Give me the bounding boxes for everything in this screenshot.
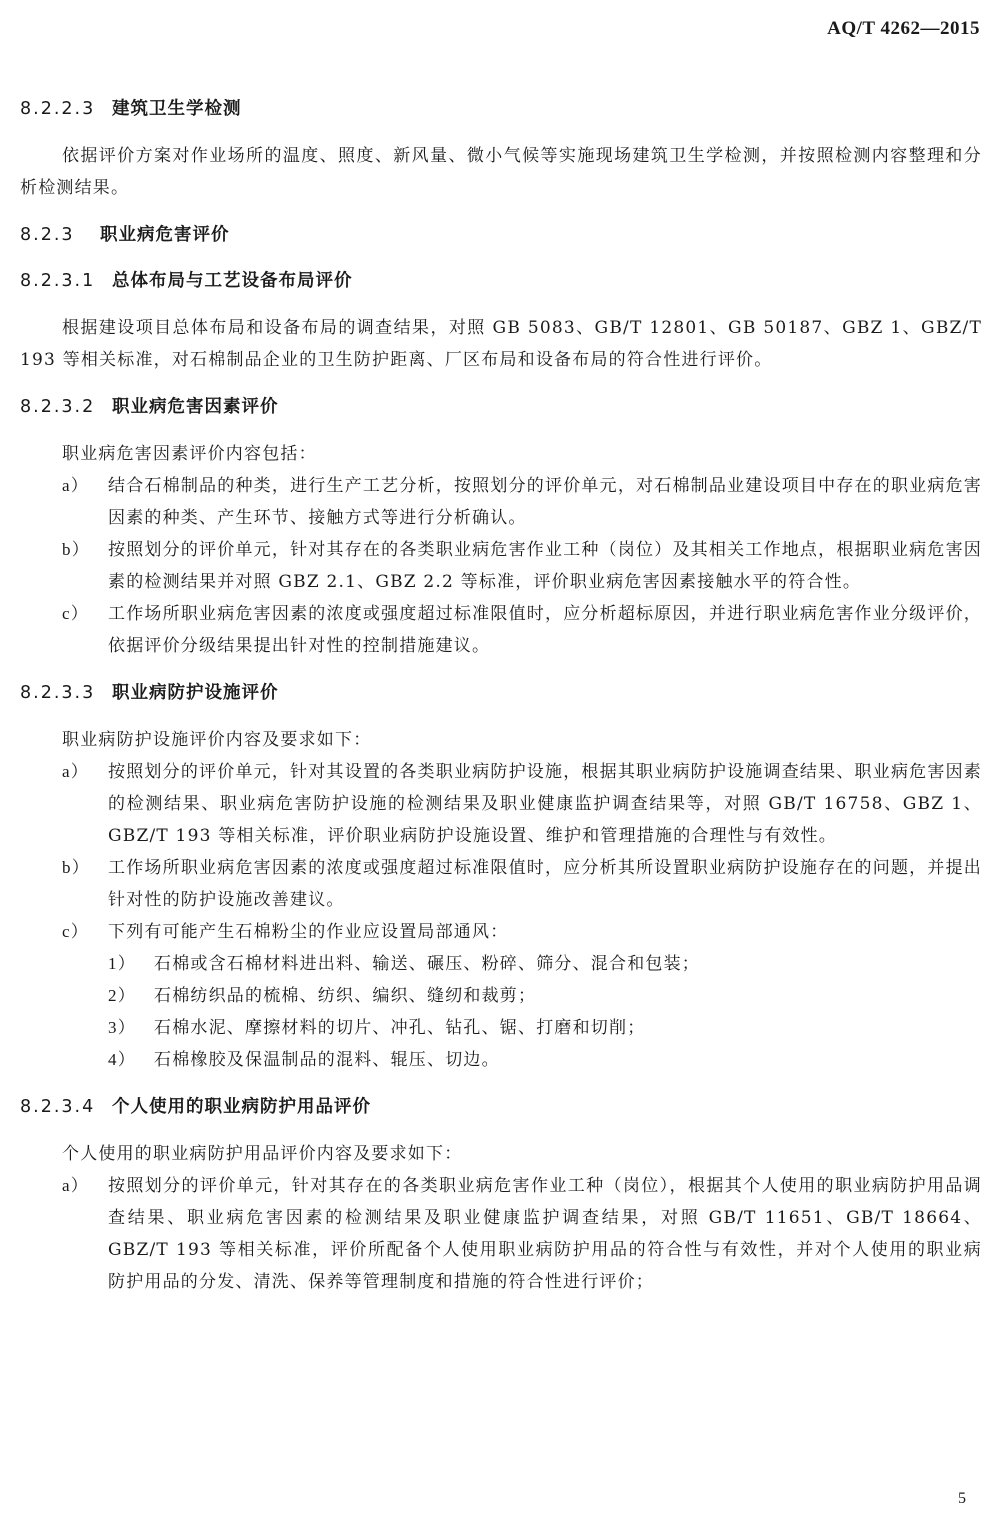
sub-list-item-text: 石棉或含石棉材料进出料、输送、碾压、粉碎、筛分、混合和包装； [154,954,700,974]
list-intro: 个人使用的职业病防护用品评价内容及要求如下： [62,1144,463,1164]
section-heading-8-2-3-3 [20,678,982,708]
sub-list-item-text: 石棉水泥、摩擦材料的切片、冲孔、钻孔、锯、打磨和切削； [154,1018,646,1038]
list-item-text: 按照划分的评价单元，针对其存在的各类职业病危害作业工种（岗位）及其相关工作地点，根据职业病危害因素的检测结果并对照 GBZ 2.1、GBZ 2.2 等标准，评价职业病危害因素接触水平的符合性。 [108,540,982,592]
section-number: 8.2.3.1 [20,271,96,291]
section-heading-8-2-3-1 [20,266,982,296]
list-item [20,852,982,916]
sub-list-item-text: 石棉橡胶及保温制品的混料、辊压、切边。 [154,1050,500,1070]
sub-list-marker: 1） [108,954,136,973]
list-item-text: 结合石棉制品的种类，进行生产工艺分析，按照划分的评价单元，对石棉制品业建设项目中存在的职业病危害因素的种类、产生环节、接触方式等进行分析确认。 [108,476,982,528]
section-number: 8.2.3.3 [20,683,96,703]
list-marker: a） [62,476,89,495]
standard-code: AQ/T 4262—2015 [827,18,980,39]
section-title: 职业病防护设施评价 [112,683,279,703]
list-marker: c） [62,604,89,623]
sub-list-marker: 2） [108,986,136,1005]
paragraph: 依据评价方案对作业场所的温度、照度、新风量、微小气候等实施现场建筑卫生学检测，并按照检测内容整理和分析检测结果。 [20,146,982,198]
list-item [20,1170,982,1298]
sub-list-marker: 3） [108,1018,136,1037]
section-title: 总体布局与工艺设备布局评价 [112,271,353,291]
list-intro: 职业病危害因素评价内容包括： [62,444,317,464]
list-item-text: 工作场所职业病危害因素的浓度或强度超过标准限值时，应分析其所设置职业病防护设施存在的问题，并提出针对性的防护设施改善建议。 [108,858,982,910]
page-number: 5 [958,1490,966,1507]
list-item [20,756,982,852]
list-item [20,598,982,662]
section-heading-8-2-2-3 [20,94,982,124]
section-heading-8-2-3-4 [20,1092,982,1122]
list-item [20,534,982,598]
list-item-text: 下列有可能产生石棉粉尘的作业应设置局部通风： [108,922,509,942]
section-number: 8.2.3.4 [20,1097,96,1117]
section-heading-8-2-3 [20,220,982,250]
section-number: 8.2.3 [20,225,75,245]
list-item [20,916,982,948]
sub-list-item [20,1012,982,1044]
page-content [20,94,982,1314]
list-marker: a） [62,762,89,781]
list-block [20,438,982,662]
section-title: 个人使用的职业病防护用品评价 [112,1097,371,1117]
sub-list-marker: 4） [108,1050,136,1069]
sub-list-item-text: 石棉纺织品的梳棉、纺织、编织、缝纫和裁剪； [154,986,537,1006]
sub-list-item [20,948,982,980]
section-heading-8-2-3-2 [20,392,982,422]
sub-list-item [20,980,982,1012]
list-item-text: 工作场所职业病危害因素的浓度或强度超过标准限值时，应分析超标原因，并进行职业病危害作业分级评价，依据评价分级结果提出针对性的控制措施建议。 [108,604,982,656]
list-block [20,724,982,1076]
paragraph: 根据建设项目总体布局和设备布局的调查结果，对照 GB 5083、GB/T 12801、GB 50187、GBZ 1、GBZ/T 193 等相关标准，对石棉制品企业的卫生防护距离、厂区布局和设备布局的符合性进行评价。 [20,318,982,370]
list-item [20,470,982,534]
section-title: 建筑卫生学检测 [112,99,242,119]
section-number: 8.2.3.2 [20,397,96,417]
section-number: 8.2.2.3 [20,99,96,119]
list-item-text: 按照划分的评价单元，针对其设置的各类职业病防护设施，根据其职业病防护设施调查结果、职业病危害因素的检测结果、职业病危害防护设施的检测结果及职业健康监护调查结果等，对照 GB/T 16758、GBZ 1、GBZ/T 193 等相关标准，评价职业病防护设施设置、维护和管理措施的合理性与有效性。 [108,762,982,846]
list-marker: a） [62,1176,89,1195]
list-marker: b） [62,540,90,559]
list-marker: c） [62,922,89,941]
list-block [20,1138,982,1298]
list-intro: 职业病防护设施评价内容及要求如下： [62,730,372,750]
sub-list-item [20,1044,982,1076]
section-title: 职业病危害因素评价 [112,397,279,417]
list-item-text: 按照划分的评价单元，针对其存在的各类职业病危害作业工种（岗位），根据其个人使用的职业病防护用品调查结果、职业病危害因素的检测结果及职业健康监护调查结果，对照 GB/T 11651、GB/T 18664、GBZ/T 193 等相关标准，评价所配备个人使用职业病防护用品的符合性与有效性，并对个人使用的职业病防护用品的分发、清洗、保养等管理制度和措施的符合性进行评价； [108,1176,982,1292]
section-title: 职业病危害评价 [100,225,230,245]
list-marker: b） [62,858,90,877]
